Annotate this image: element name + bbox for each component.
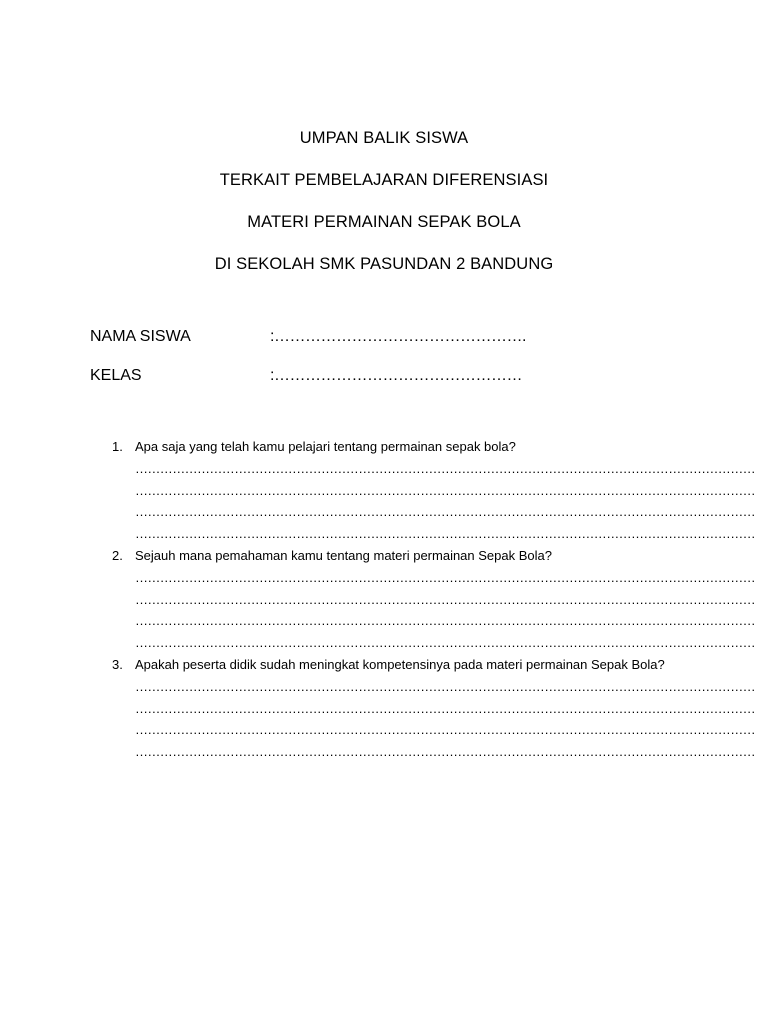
nama-siswa-label: NAMA SISWA [90, 328, 191, 345]
question-text: Apa saja yang telah kamu pelajari tentang permainan sepak bola? [135, 439, 516, 454]
answer-line: …………………………………………………………………………………………………………………………………… [135, 460, 756, 476]
answer-line: …………………………………………………………………………………………………………………………………… [135, 744, 756, 760]
answer-line: …………………………………………………………………………………………………………………………………… [135, 635, 756, 651]
question-item [0, 654, 768, 763]
question-item [0, 436, 768, 545]
question-number: 2. [112, 547, 123, 563]
identity-section [90, 327, 690, 405]
title-line-3: MATERI PERMAINAN SEPAK BOLA [247, 213, 521, 231]
kelas-label: KELAS [90, 367, 142, 384]
nama-siswa-row [90, 327, 690, 347]
title-line-4: DI SEKOLAH SMK PASUNDAN 2 BANDUNG [214, 255, 554, 273]
answer-line: …………………………………………………………………………………………………………………………………… [135, 613, 756, 629]
question-body [135, 545, 756, 654]
question-text: Apakah peserta didik sudah meningkat kompetensinya pada materi permainan Sepak Bola? [135, 656, 665, 672]
title-line-1: UMPAN BALIK SISWA [299, 129, 469, 147]
answer-line: …………………………………………………………………………………………………………………………………… [135, 591, 756, 607]
answer-line: …………………………………………………………………………………………………………………………………… [135, 526, 756, 542]
document-title [0, 128, 768, 296]
question-item [0, 545, 768, 654]
nama-siswa-field: :…………………………………………. [270, 328, 526, 345]
question-text: Sejauh mana pemahaman kamu tentang materi permainan Sepak Bola? [135, 547, 552, 563]
kelas-field: :………………………………………… [270, 367, 522, 384]
question-list [0, 436, 768, 763]
question-number: 1. [112, 439, 123, 454]
question-body [135, 436, 756, 545]
answer-line: …………………………………………………………………………………………………………………………………… [135, 569, 756, 585]
kelas-row [90, 366, 690, 386]
answer-line: …………………………………………………………………………………………………………………………………… [135, 700, 756, 716]
title-line-2: TERKAIT PEMBELAJARAN DIFERENSIASI [219, 171, 549, 189]
question-number: 3. [112, 656, 123, 672]
answer-line: …………………………………………………………………………………………………………………………………… [135, 678, 756, 694]
answer-line: …………………………………………………………………………………………………………………………………… [135, 482, 756, 498]
question-body [135, 654, 756, 763]
answer-line: …………………………………………………………………………………………………………………………………… [135, 504, 756, 520]
answer-line: …………………………………………………………………………………………………………………………………… [135, 722, 756, 738]
